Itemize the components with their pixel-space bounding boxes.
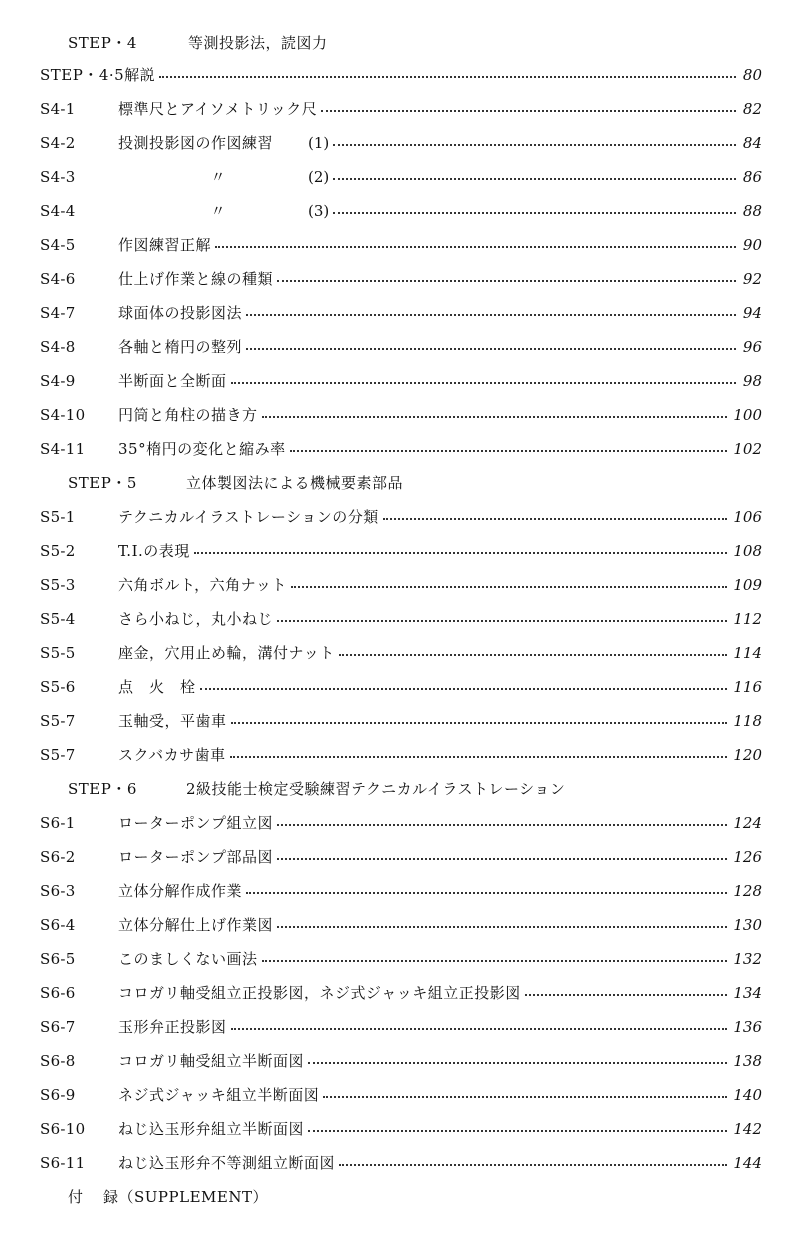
entry-code: S4-4 — [40, 202, 76, 220]
entry-code: S4-1 — [40, 100, 76, 118]
entry-code: S4-6 — [40, 270, 76, 288]
section-heading-step4 — [0, 26, 800, 60]
dot-leader — [277, 858, 727, 860]
entry-title: ねじ込玉形弁組立半断面図 — [118, 1120, 305, 1138]
entry-title: さら小ねじ，丸小ねじ — [118, 610, 274, 628]
dot-leader — [323, 1096, 727, 1098]
entry-title: 座金，穴用止め輪，溝付ナット — [118, 644, 335, 662]
entry-code: S4-9 — [40, 372, 76, 390]
entry-code: S4-3 — [40, 168, 76, 186]
entry-code: S5-6 — [40, 678, 76, 696]
ditto-mark: 〃 — [210, 202, 226, 220]
toc-entry-step4-commentary[interactable] — [0, 58, 800, 92]
entry-code: S6-8 — [40, 1052, 76, 1070]
section-label: STEP・6 — [68, 780, 137, 798]
entry-title: 玉形弁正投影図 — [118, 1018, 227, 1036]
toc-entry[interactable] — [0, 296, 800, 330]
page-number: 80 — [742, 66, 762, 84]
toc-entry[interactable] — [0, 602, 800, 636]
page-number: 86 — [742, 168, 762, 186]
entry-title: 六角ボルト，六角ナット — [118, 576, 287, 594]
toc-entry[interactable] — [0, 840, 800, 874]
page-number: 124 — [733, 814, 762, 832]
entry-title: 標準尺とアイソメトリック尺 — [118, 100, 318, 118]
dot-leader — [215, 246, 736, 248]
toc-entry[interactable] — [0, 874, 800, 908]
entry-code: S6-10 — [40, 1120, 86, 1138]
entry-part-number: (3) — [308, 202, 330, 220]
entry-code: S6-3 — [40, 882, 76, 900]
entry-title: 各軸と楕円の整列 — [118, 338, 243, 356]
entry-code: S5-3 — [40, 576, 76, 594]
dot-leader — [277, 280, 736, 282]
section-title: 立体製図法による機械要素部品 — [186, 474, 404, 492]
page-number: 140 — [733, 1086, 762, 1104]
dot-leader — [231, 722, 728, 724]
dot-leader — [339, 1164, 727, 1166]
toc-entry[interactable] — [0, 942, 800, 976]
page-number: 136 — [733, 1018, 762, 1036]
section-title: 2級技能士検定受験練習テクニカルイラストレーション — [186, 780, 566, 798]
toc-entry[interactable] — [0, 534, 800, 568]
toc-entry[interactable] — [0, 160, 800, 194]
section-label: 付 — [68, 1188, 84, 1206]
entry-code: S6-11 — [40, 1154, 86, 1172]
entry-title: 作図練習正解 — [118, 236, 212, 254]
toc-entry[interactable] — [0, 1146, 800, 1180]
entry-code: S6-4 — [40, 916, 76, 934]
dot-leader — [246, 892, 727, 894]
entry-title: スクバカサ歯車 — [118, 746, 226, 764]
section-title: 録（SUPPLEMENT） — [103, 1188, 268, 1206]
entry-title: コロガリ軸受組立正投影図，ネジ式ジャッキ組立正投影図 — [118, 984, 521, 1002]
entry-title: ローターポンプ部品図 — [118, 848, 274, 866]
section-label: STEP・5 — [68, 474, 137, 492]
toc-entry[interactable] — [0, 228, 800, 262]
entry-code: S5-4 — [40, 610, 76, 628]
entry-code: S4-5 — [40, 236, 76, 254]
entry-code: S5-7 — [40, 712, 76, 730]
toc-entry[interactable] — [0, 330, 800, 364]
entry-code: S4-7 — [40, 304, 76, 322]
dot-leader — [333, 212, 736, 214]
dot-leader — [339, 654, 728, 656]
dot-leader — [200, 688, 728, 690]
toc-entry[interactable] — [0, 976, 800, 1010]
entry-code: S5-7 — [40, 746, 76, 764]
entry-title: ねじ込玉形弁不等測組立断面図 — [118, 1154, 336, 1172]
toc-entry[interactable] — [0, 126, 800, 160]
page-number: 106 — [733, 508, 762, 526]
page-number: 118 — [733, 712, 762, 730]
entry-title: 立体分解作成作業 — [118, 882, 243, 900]
dot-leader — [277, 824, 727, 826]
page-number: 114 — [733, 644, 762, 662]
toc-entry[interactable] — [0, 92, 800, 126]
page-number: 109 — [733, 576, 762, 594]
toc-entry[interactable] — [0, 1044, 800, 1078]
entry-code: S6-6 — [40, 984, 76, 1002]
entry-title: 円筒と角柱の描き方 — [118, 406, 258, 424]
entry-part-number: (2) — [308, 168, 330, 186]
toc-entry[interactable] — [0, 908, 800, 942]
dot-leader — [308, 1130, 727, 1132]
toc-entry[interactable] — [0, 364, 800, 398]
toc-entry[interactable] — [0, 1112, 800, 1146]
toc-entry[interactable] — [0, 432, 800, 466]
dot-leader — [321, 110, 736, 112]
toc-entry[interactable] — [0, 262, 800, 296]
toc-entry[interactable] — [0, 568, 800, 602]
page-number: 116 — [733, 678, 762, 696]
page-number: 88 — [742, 202, 762, 220]
entry-code: S5-2 — [40, 542, 76, 560]
toc-entry[interactable] — [0, 1010, 800, 1044]
page-number: 138 — [733, 1052, 762, 1070]
page-number: 126 — [733, 848, 762, 866]
toc-entry[interactable] — [0, 194, 800, 228]
dot-leader — [333, 144, 736, 146]
dot-leader — [194, 552, 728, 554]
dot-leader — [246, 314, 736, 316]
toc-entry[interactable] — [0, 1078, 800, 1112]
entry-part-number: (1) — [308, 134, 330, 152]
dot-leader — [246, 348, 736, 350]
dot-leader — [290, 450, 728, 452]
entry-title: 球面体の投影図法 — [118, 304, 243, 322]
entry-title: ネジ式ジャッキ組立半断面図 — [118, 1086, 320, 1104]
entry-code: S4-2 — [40, 134, 76, 152]
page-number: 134 — [733, 984, 762, 1002]
entry-code: S6-5 — [40, 950, 76, 968]
entry-title: このましくない画法 — [118, 950, 258, 968]
page-number: 94 — [742, 304, 762, 322]
page-number: 102 — [733, 440, 762, 458]
entry-code: S6-1 — [40, 814, 76, 832]
entry-code: S6-7 — [40, 1018, 76, 1036]
section-heading-step5 — [0, 466, 800, 500]
page-number: 144 — [733, 1154, 762, 1172]
dot-leader — [383, 518, 728, 520]
entry-code: S5-5 — [40, 644, 76, 662]
ditto-mark: 〃 — [210, 168, 226, 186]
dot-leader — [262, 416, 728, 418]
page-number: 90 — [742, 236, 762, 254]
entry-title: 35°楕円の変化と縮み率 — [118, 440, 286, 458]
entry-title: 半断面と全断面 — [118, 372, 227, 390]
entry-code: S4-8 — [40, 338, 76, 356]
page-number: 120 — [733, 746, 762, 764]
entry-title: 立体分解仕上げ作業図 — [118, 916, 274, 934]
toc-entry[interactable] — [0, 670, 800, 704]
toc-entry[interactable] — [0, 398, 800, 432]
entry-code: S6-2 — [40, 848, 76, 866]
page-number: 128 — [733, 882, 762, 900]
toc-entry[interactable] — [0, 636, 800, 670]
toc-entry[interactable] — [0, 500, 800, 534]
dot-leader — [277, 926, 727, 928]
dot-leader — [333, 178, 736, 180]
page-number: 82 — [742, 100, 762, 118]
page-number: 108 — [733, 542, 762, 560]
section-title: 等測投影法，読図力 — [188, 34, 328, 52]
dot-leader — [231, 382, 736, 384]
toc-entry[interactable] — [0, 704, 800, 738]
dot-leader — [262, 960, 728, 962]
page-number: 92 — [742, 270, 762, 288]
dot-leader — [291, 586, 728, 588]
page-number: 142 — [733, 1120, 762, 1138]
page-number: 84 — [742, 134, 762, 152]
entry-code: S5-1 — [40, 508, 76, 526]
page-number: 96 — [742, 338, 762, 356]
entry-code: S6-9 — [40, 1086, 76, 1104]
page-number: 112 — [733, 610, 762, 628]
entry-code: S4-11 — [40, 440, 86, 458]
entry-code: S4-10 — [40, 406, 86, 424]
entry-title: T.I.の表現 — [118, 542, 190, 560]
entry-title: 点 火 栓 — [118, 678, 196, 696]
entry-title: 投測投影図の作図練習 — [118, 134, 274, 152]
entry-title: テクニカルイラストレーションの分類 — [118, 508, 379, 526]
dot-leader — [159, 76, 736, 78]
dot-leader — [308, 1062, 727, 1064]
entry-title: ローターポンプ組立図 — [118, 814, 274, 832]
dot-leader — [231, 1028, 728, 1030]
dot-leader — [277, 620, 727, 622]
entry-title: 玉軸受，平歯車 — [118, 712, 227, 730]
entry-title: 仕上げ作業と線の種類 — [118, 270, 274, 288]
toc-entry[interactable] — [0, 738, 800, 772]
entry-title: コロガリ軸受組立半断面図 — [118, 1052, 305, 1070]
dot-leader — [525, 994, 728, 996]
page-number: 100 — [733, 406, 762, 424]
section-heading-supplement — [0, 1180, 800, 1214]
page-number: 98 — [742, 372, 762, 390]
section-label: STEP・4 — [68, 34, 137, 52]
entry-title: STEP・4·5解説 — [40, 66, 156, 84]
section-heading-step6 — [0, 772, 800, 806]
page-number: 132 — [733, 950, 762, 968]
toc-entry[interactable] — [0, 806, 800, 840]
page-number: 130 — [733, 916, 762, 934]
dot-leader — [230, 756, 728, 758]
